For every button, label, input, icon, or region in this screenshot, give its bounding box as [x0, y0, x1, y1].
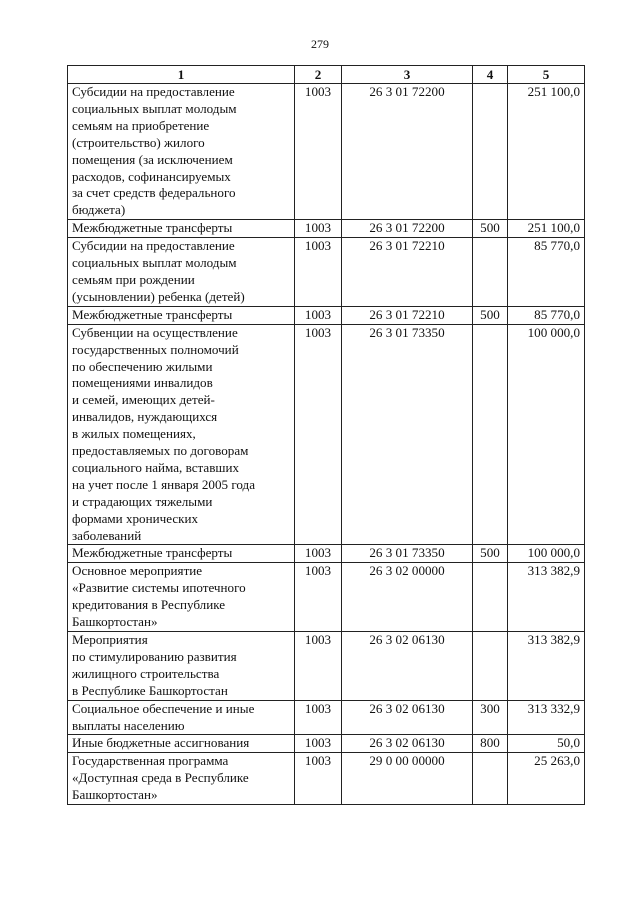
row-name: Межбюджетные трансферты: [68, 306, 295, 324]
header-col-3: 3: [342, 66, 473, 84]
row-amount: 313 382,9: [508, 632, 585, 701]
row-section: 1003: [295, 324, 342, 545]
row-type: [473, 238, 508, 307]
row-amount: 313 332,9: [508, 700, 585, 735]
row-code: 26 3 02 06130: [342, 632, 473, 701]
table-row: [68, 632, 585, 701]
row-section: 1003: [295, 735, 342, 753]
row-amount: 251 100,0: [508, 84, 585, 220]
row-code: 26 3 01 72210: [342, 306, 473, 324]
row-code: 26 3 02 00000: [342, 563, 473, 632]
table-row: [68, 735, 585, 753]
row-name: Субвенции на осуществление государственных полномочий по обеспечению жилыми помещениями инвалидов и семей, имеющих детей- инвалидов, нуждающихся в жилых помещениях, предоставляемых по договорам социального найма, вставших на учет после 1 января 2005 года и страдающих тяжелыми формами хронических заболеваний: [68, 324, 295, 545]
row-amount: 100 000,0: [508, 545, 585, 563]
row-code: 26 3 01 72210: [342, 238, 473, 307]
row-amount: 100 000,0: [508, 324, 585, 545]
header-col-2: 2: [295, 66, 342, 84]
row-amount: 25 263,0: [508, 753, 585, 805]
row-type: [473, 753, 508, 805]
table-row: [68, 753, 585, 805]
row-section: 1003: [295, 238, 342, 307]
row-type: 500: [473, 545, 508, 563]
row-amount: 251 100,0: [508, 220, 585, 238]
row-code: 29 0 00 00000: [342, 753, 473, 805]
row-type: 800: [473, 735, 508, 753]
row-name: Государственная программа «Доступная среда в Республике Башкортостан»: [68, 753, 295, 805]
row-section: 1003: [295, 306, 342, 324]
row-name: Основное мероприятие «Развитие системы ипотечного кредитования в Республике Башкортостан»: [68, 563, 295, 632]
row-type: 300: [473, 700, 508, 735]
header-col-5: 5: [508, 66, 585, 84]
row-type: [473, 324, 508, 545]
row-amount: 313 382,9: [508, 563, 585, 632]
row-amount: 85 770,0: [508, 306, 585, 324]
row-name: Мероприятия по стимулированию развития жилищного строительства в Республике Башкортостан: [68, 632, 295, 701]
table-row: [68, 220, 585, 238]
row-code: 26 3 01 72200: [342, 220, 473, 238]
header-col-1: 1: [68, 66, 295, 84]
table-row: [68, 700, 585, 735]
page-number: 279: [311, 37, 329, 51]
row-type: [473, 632, 508, 701]
row-section: 1003: [295, 84, 342, 220]
row-type: 500: [473, 220, 508, 238]
table-row: [68, 238, 585, 307]
row-type: [473, 84, 508, 220]
row-type: 500: [473, 306, 508, 324]
row-amount: 85 770,0: [508, 238, 585, 307]
row-type: [473, 563, 508, 632]
row-code: 26 3 02 06130: [342, 700, 473, 735]
row-code: 26 3 01 73350: [342, 545, 473, 563]
table-row: [68, 545, 585, 563]
row-name: Социальное обеспечение и иные выплаты населению: [68, 700, 295, 735]
row-name: Межбюджетные трансферты: [68, 545, 295, 563]
row-code: 26 3 01 72200: [342, 84, 473, 220]
row-code: 26 3 01 73350: [342, 324, 473, 545]
row-amount: 50,0: [508, 735, 585, 753]
table-row: [68, 563, 585, 632]
row-name: Субсидии на предоставление социальных выплат молодым семьям при рождении (усыновлении) ребенка (детей): [68, 238, 295, 307]
budget-table: [67, 65, 585, 805]
row-section: 1003: [295, 632, 342, 701]
table-header-row: [68, 66, 585, 84]
row-section: 1003: [295, 700, 342, 735]
row-name: Межбюджетные трансферты: [68, 220, 295, 238]
table-row: [68, 84, 585, 220]
row-section: 1003: [295, 753, 342, 805]
row-section: 1003: [295, 220, 342, 238]
table-row: [68, 324, 585, 545]
row-name: Субсидии на предоставление социальных выплат молодым семьям на приобретение (строительство) жилого помещения (за исключением расходов, софинансируемых за счет средств федерального бюджета): [68, 84, 295, 220]
row-code: 26 3 02 06130: [342, 735, 473, 753]
header-col-4: 4: [473, 66, 508, 84]
row-section: 1003: [295, 545, 342, 563]
row-name: Иные бюджетные ассигнования: [68, 735, 295, 753]
table-row: [68, 306, 585, 324]
row-section: 1003: [295, 563, 342, 632]
